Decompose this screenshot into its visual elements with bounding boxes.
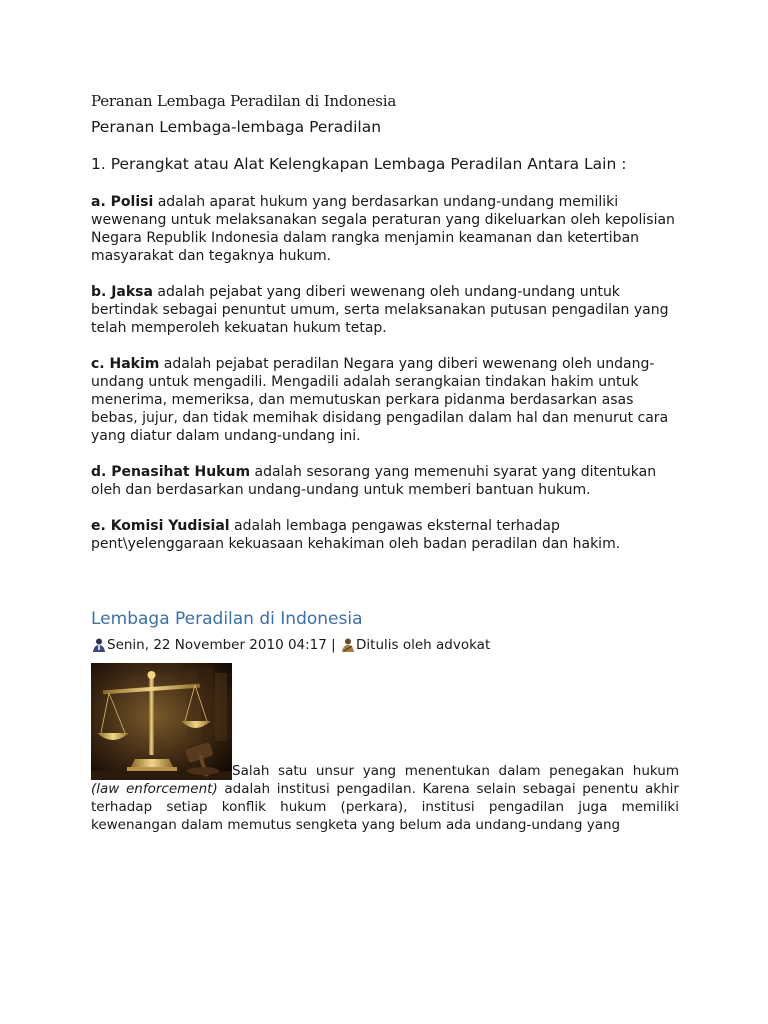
definition-term: b. Jaksa bbox=[91, 284, 153, 300]
section-heading: 1. Perangkat atau Alat Kelengkapan Lembaga Peradilan Antara Lain : bbox=[91, 155, 627, 173]
doc-subtitle: Peranan Lembaga-lembaga Peradilan bbox=[91, 118, 382, 136]
definition-text: adalah pejabat peradilan Negara yang diberi wewenang oleh undang-undang untuk mengadili. Mengadili adalah serangkaian tindakan hakim untuk menerima, memeriksa, dan memutuskan perkara pidanma berdasarkan asas bebas, jujur, dan tidak memihak disidang pengadilan dalam hal dan menurut cara yang diatur dalam undang-undang ini. bbox=[91, 356, 669, 444]
definition-text: adalah pejabat yang diberi wewenang oleh undang-undang untuk bertindak sebagai penuntut umum, serta melaksanakan putusan pengadilan yang telah memperoleh kekuatan hukum tetap. bbox=[91, 284, 669, 336]
person-icon bbox=[91, 637, 107, 653]
definition-hakim bbox=[91, 355, 679, 445]
definition-jaksa bbox=[91, 283, 679, 337]
definition-term: c. Hakim bbox=[91, 356, 160, 372]
definition-term: d. Penasihat Hukum bbox=[91, 464, 251, 480]
article-text-emphasis: (law enforcement) bbox=[91, 781, 218, 797]
article-body bbox=[91, 663, 679, 834]
definition-term: a. Polisi bbox=[91, 194, 154, 210]
definition-komisi-yudisial bbox=[91, 517, 679, 553]
definition-polisi bbox=[91, 193, 679, 265]
definition-penasihat-hukum bbox=[91, 463, 679, 499]
document-page bbox=[91, 92, 679, 834]
definition-text: adalah lembaga pengawas eksternal terhadap pent\yelenggaraan kekuasaan kehakiman oleh badan peradilan dan hakim. bbox=[91, 518, 621, 552]
article-text-lead: Salah satu unsur yang menentukan dalam penegakan hukum bbox=[232, 763, 679, 779]
definition-text: adalah sesorang yang memenuhi syarat yang ditentukan oleh dan berdasarkan undang-undang untuk memberi bantuan hukum. bbox=[91, 464, 657, 498]
article-text-rest: adalah institusi pengadilan. Karena selain sebagai penentu akhir terhadap setiap konflik hukum (perkara), institusi pengadilan juga memiliki kewenangan dalam memutus sengketa yang belum ada undang-undang yang bbox=[91, 781, 679, 833]
article-date: Senin, 22 November 2010 04:17 bbox=[107, 637, 327, 653]
doc-title: Peranan Lembaga Peradilan di Indonesia bbox=[91, 92, 397, 110]
article-author: Ditulis oleh advokat bbox=[356, 637, 491, 653]
article-meta bbox=[91, 637, 679, 653]
definition-term: e. Komisi Yudisial bbox=[91, 518, 230, 534]
meta-separator: | bbox=[326, 637, 341, 653]
definition-text: adalah aparat hukum yang berdasarkan undang-undang memiliki wewenang untuk melaksanakan segala peraturan yang dikeluarkan oleh kepolisian Negara Republik Indonesia dalam rangka menjamin keamanan dan ketertiban masyarakat dan tegaknya hukum. bbox=[91, 194, 675, 264]
author-icon bbox=[340, 637, 356, 653]
article-title[interactable]: Lembaga Peradilan di Indonesia bbox=[91, 609, 363, 629]
scales-of-justice-image bbox=[91, 663, 232, 780]
